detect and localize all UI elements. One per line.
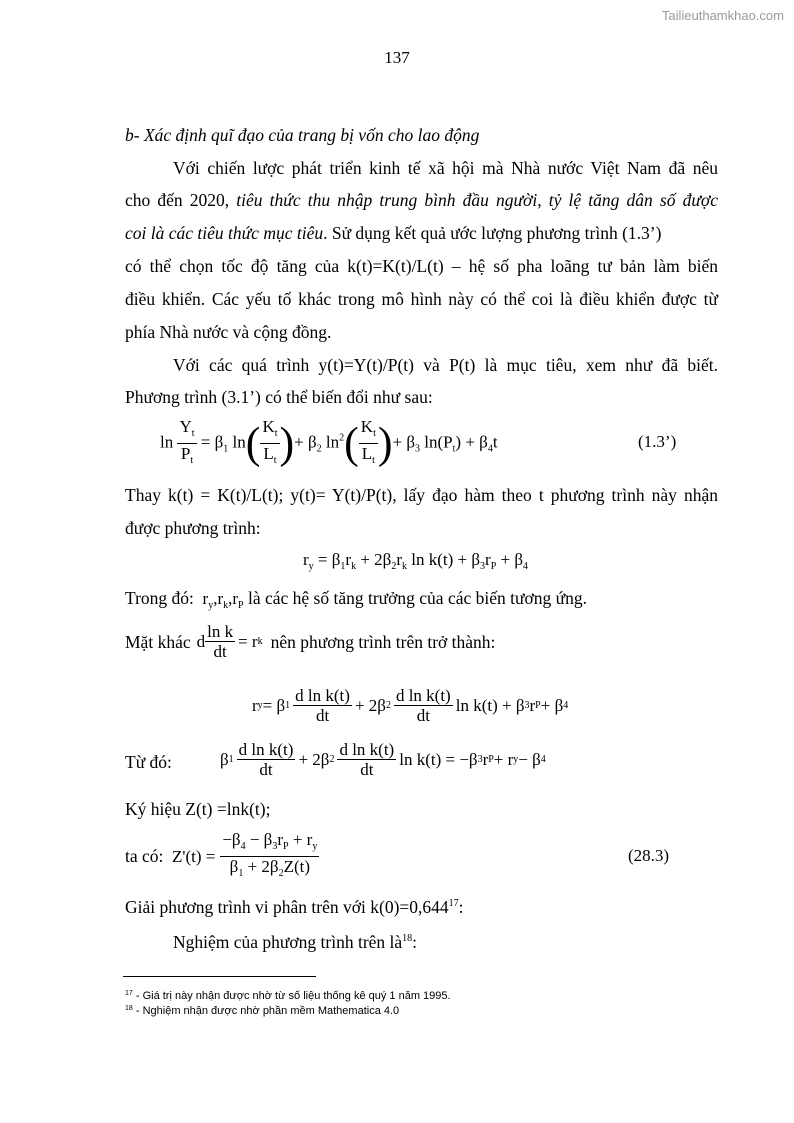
tc-den-tail: Z(t) (283, 857, 310, 876)
var-sub-y: y (208, 600, 214, 611)
tc-sub-y: y (312, 841, 318, 852)
eq1-sub-t3: t (274, 428, 278, 439)
equation-tu-do (220, 740, 546, 779)
trong-do-line (125, 588, 587, 616)
eq1-ln-k: ln (228, 432, 246, 452)
para1-line2-a: cho đến 2020, (125, 190, 237, 210)
footnote-18-num: 18 (125, 1005, 133, 1012)
eq1-beta1: = β (200, 432, 224, 452)
var-sub-k: k (223, 600, 229, 611)
td-den2: dt (360, 760, 374, 779)
nghiem-line (173, 929, 417, 952)
eq2-sub-P: P (490, 561, 497, 572)
eq3-beta1: = β (262, 695, 286, 715)
giai-text: Giải phương trình vi phân trên với k(0)=0,644 (125, 897, 449, 917)
eq2-r: r (303, 550, 309, 569)
mat-khac-den: dt (213, 642, 227, 661)
giai-line (125, 894, 464, 917)
para3-line1: Thay k(t) = K(t)/L(t); y(t)= Y(t)/P(t), lấy đạo hàm theo t phương trình này nhận (125, 485, 718, 505)
eq2-sub-k: k (351, 561, 357, 572)
eq1-sub-t5: t (373, 428, 376, 439)
para1-line2-b: tiêu thức thu nhập trung bình đầu người, tỷ lệ tăng dân số được (236, 190, 718, 210)
nghiem-colon: : (412, 932, 418, 952)
var-r3: r (232, 589, 239, 608)
nghiem-footnote-ref[interactable]: 18 (402, 933, 413, 944)
para1-line3-a: coi là các tiêu thức mục tiêu (125, 223, 324, 243)
eq1-ln: ln (160, 432, 174, 452)
trong-do-vars: $r_y,r_k,r_P$ (202, 589, 244, 611)
tc-lhs: Z'(t) = (172, 846, 216, 866)
td-sub2: 2 (329, 754, 335, 765)
eq1-sub3: 3 (415, 443, 421, 455)
footnote-18 (125, 1002, 399, 1018)
giai-colon: : (458, 897, 464, 917)
tc-r: r (277, 830, 284, 849)
footnote-17 (125, 987, 451, 1003)
td-sub1: 1 (228, 754, 234, 765)
eq2-sub1: 1 (340, 561, 346, 572)
mat-khac-sub: k (257, 635, 263, 647)
td-sub4: 4 (540, 754, 546, 765)
eq3-sub3: 3 (524, 700, 530, 711)
eq1-sub-t: t (191, 428, 195, 439)
td-sub3: 3 (477, 754, 483, 765)
para1-line2 (125, 190, 718, 210)
para1-line3-b: . Sử dụng kết quả ước lượng phương trình (1.3’) (323, 223, 662, 243)
para1-line6: phía Nhà nước và cộng đồng. (125, 322, 332, 342)
eq3-r2: r (529, 695, 536, 715)
tc-sub4: 4 (240, 841, 246, 852)
tc-num-tail: + r (288, 830, 313, 849)
eq1-K2: K (360, 417, 374, 436)
eq3-sub1: 1 (285, 700, 291, 711)
tu-do-label: Từ đó: (125, 752, 172, 772)
eq1-frac-kl1 (260, 417, 279, 470)
td-tail: ln k(t) = −β (399, 749, 478, 769)
eq1-sub4: 4 (487, 443, 493, 455)
eq2-lnkt: ln k(t) + β (407, 550, 481, 569)
para3-line2: được phương trình: (125, 518, 261, 538)
eq1-sq: 2 (339, 432, 345, 444)
td-minus: − β (518, 749, 541, 769)
eq1-L: L (263, 444, 274, 463)
eq2-sub3: 3 (480, 561, 486, 572)
eq2-r4: r (485, 550, 491, 569)
eq3-tail: ln k(t) + β (455, 695, 525, 715)
eq1-frac-kl2 (359, 417, 378, 470)
eq2-beta1: = β (313, 550, 341, 569)
para1-line3 (125, 223, 661, 243)
eq2-sub-y: y (308, 561, 314, 572)
eq3-num2: d ln k(t) (395, 686, 451, 705)
tc-num: −β (222, 830, 241, 849)
eq1-rparen2: ) (377, 418, 393, 468)
eq3-2beta2: + 2β (354, 695, 386, 715)
eq3-den1: dt (315, 706, 330, 725)
td-sub-P: P (488, 754, 494, 765)
mat-khac-suffix: nên phương trình trên trở thành: (270, 631, 496, 652)
tc-den: β (229, 857, 239, 876)
td-frac2 (337, 740, 396, 779)
tc-sub2: 2 (278, 868, 284, 879)
td-mid: + r (493, 749, 514, 769)
eq1-P: P (180, 444, 191, 463)
para2-line2: Phương trình (3.1’) có thể biến đổi như sau: (125, 387, 433, 407)
mat-khac-line (125, 622, 495, 661)
para1-line5: điều khiển. Các yếu tố khác trong mô hình này có thể coi là điều khiển được từ (125, 289, 718, 309)
para1-line4: có thể chọn tốc độ tăng của k(t)=K(t)/L(t) – hệ số pha loãng tư bản làm biến (125, 256, 718, 276)
eq3-frac2 (394, 686, 453, 725)
eq1-sub-t4: t (273, 455, 277, 466)
footnote-18-text: - Nghiệm nhận được nhờ phần mềm Mathematica 4.0 (132, 1005, 400, 1017)
giai-footnote-ref[interactable]: 17 (448, 898, 459, 909)
eq1-sub2: 2 (316, 443, 322, 455)
eq3-sub-P: P (535, 700, 541, 711)
trong-do-suffix: là các hệ số tăng trưởng của các biến tương ứng. (247, 588, 587, 608)
td-2beta2: + 2β (298, 749, 330, 769)
eq1-rparen1: ) (279, 418, 295, 468)
td-num2: d ln k(t) (339, 740, 395, 759)
equation-28-3 (172, 830, 319, 883)
eq3-den2: dt (416, 706, 430, 725)
eq3-beta4: + β (540, 695, 564, 715)
eq2-beta4: + β (496, 550, 524, 569)
eq1-sub-t6: t (372, 455, 375, 466)
eq1-sub-t7: t (452, 443, 456, 455)
eq3-num1: d ln k(t) (295, 686, 350, 705)
eq1-beta4: + β (461, 432, 488, 452)
eq3-sub-y: y (257, 700, 263, 711)
eq1-lparen2: ( (344, 418, 359, 468)
ky-hieu-line: Ký hiệu Z(t) =lnk(t); (125, 799, 271, 819)
eq1-ln2: ln (321, 432, 340, 452)
nghiem-text: Nghiệm của phương trình trên là (173, 932, 403, 952)
td-den1: dt (259, 760, 273, 779)
footnote-17-text: - Giá trị này nhận được nhờ từ số liệu thống kê quý 1 năm 1995. (132, 990, 451, 1002)
td-beta1: β (220, 749, 229, 769)
para2-line1: Với các quá trình y(t)=Y(t)/P(t) và P(t) là mục tiêu, xem như đã biết. (173, 355, 718, 375)
eq1-t-end: t (492, 432, 498, 452)
eq1-close: ) (455, 432, 462, 452)
equation-1-3 (160, 417, 498, 470)
trong-do-prefix: Trong đó: (125, 588, 194, 608)
eq2-r2: r (345, 550, 352, 569)
mat-khac-d: d (196, 631, 206, 651)
var-sub-P: P (238, 600, 244, 611)
tc-den-mid: + 2β (243, 857, 279, 876)
eq3-r: r (252, 695, 258, 715)
tc-sub1: 1 (238, 868, 244, 879)
footnote-divider (123, 976, 316, 977)
mat-khac-rhs: = r (238, 631, 258, 651)
tc-sub-P: P (283, 841, 289, 852)
eq1-K: K (262, 417, 275, 436)
mat-khac-prefix: Mặt khác (125, 631, 191, 652)
eq1-sub-t2: t (190, 455, 194, 466)
eq2-sub-k2: k (402, 561, 408, 572)
eq2-2beta2: + 2β (356, 550, 392, 569)
mat-khac-frac (205, 622, 235, 661)
eq1-Y: Y (179, 417, 192, 436)
tc-num-mid: − β (245, 830, 273, 849)
eq1-lparen1: ( (245, 418, 261, 468)
equation-28-3-label: (28.3) (628, 846, 670, 865)
section-heading: b- Xác định quĩ đạo của trang bị vốn cho lao động (125, 125, 480, 145)
watermark: Tailieuthamkhao.com (661, 8, 784, 23)
equation-1-3-label: (1.3’) (638, 432, 677, 451)
var-r2: r (217, 589, 224, 608)
tc-sub3: 3 (272, 841, 278, 852)
footnote-17-num: 17 (125, 990, 133, 997)
page-number: 137 (384, 48, 410, 67)
eq2-r3: r (396, 550, 403, 569)
equation-ry (303, 550, 528, 572)
equation-ry-2 (252, 686, 568, 725)
eq3-sub4: 4 (563, 700, 569, 711)
eq1-beta3: + β (392, 432, 416, 452)
tc-frac (220, 830, 319, 883)
eq1-sub1: 1 (223, 443, 229, 455)
ta-co-label: ta có: (125, 846, 164, 866)
para1-line1: Với chiến lược phát triển kinh tế xã hội mà Nhà nước Việt Nam đã nêu (173, 158, 718, 178)
eq1-ln-pt: ln(P (420, 432, 453, 452)
var-r1: r (202, 589, 209, 608)
eq1-L2: L (361, 444, 373, 463)
td-r: r (482, 749, 489, 769)
mat-khac-num: ln k (207, 622, 234, 641)
eq3-sub2: 2 (385, 700, 391, 711)
eq3-frac1 (293, 686, 352, 725)
td-sub-y: y (513, 754, 519, 765)
td-frac1 (237, 740, 296, 779)
eq2-sub4: 4 (523, 561, 529, 572)
eq1-beta2: + β (294, 432, 317, 452)
eq2-sub2: 2 (391, 561, 397, 572)
eq1-frac-yp (177, 417, 196, 470)
td-num1: d ln k(t) (238, 740, 294, 759)
